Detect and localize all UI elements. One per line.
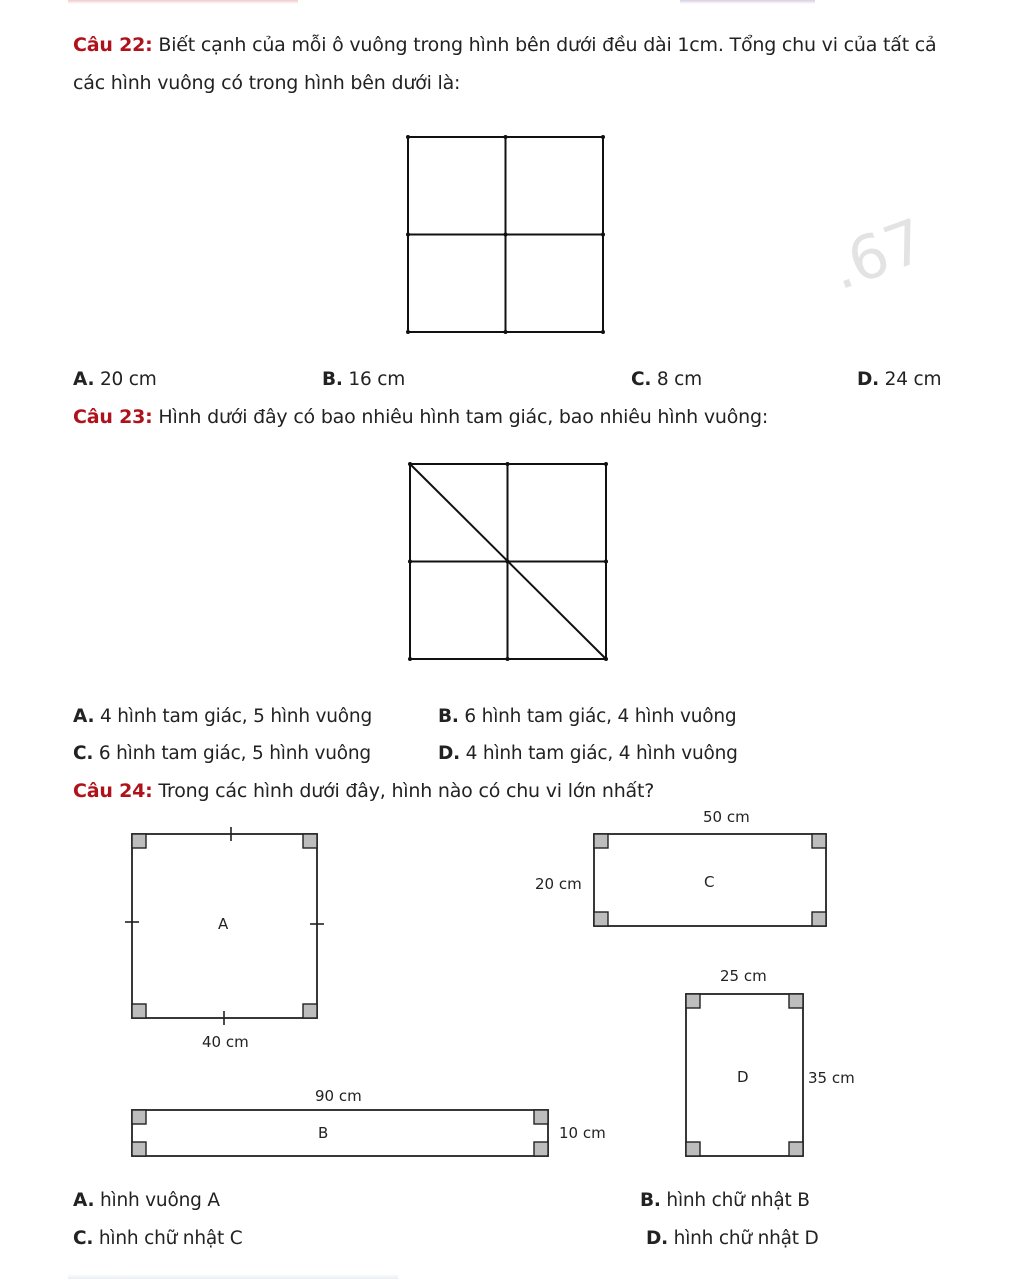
q24-option-d[interactable]: D. hình chữ nhật D — [646, 1228, 819, 1249]
right-angle-marker — [534, 1110, 548, 1124]
shape-d-width-label: 25 cm — [720, 967, 767, 985]
right-angle-marker — [534, 1142, 548, 1156]
right-angle-marker — [812, 834, 826, 848]
right-angle-marker — [132, 1110, 146, 1124]
shape-d-height-label: 35 cm — [808, 1069, 855, 1087]
q23-option-a[interactable]: A. 4 hình tam giác, 5 hình vuông — [73, 706, 372, 727]
right-angle-marker — [132, 834, 146, 848]
shape-c-name: C — [704, 873, 715, 891]
right-angle-marker — [594, 834, 608, 848]
footer-cropped — [68, 1274, 398, 1279]
right-angle-marker — [303, 1004, 317, 1018]
question-22-text-line1: Biết cạnh của mỗi ô vuông trong hình bên dưới đều dài 1cm. Tổng chu vi của tất cả — [158, 34, 937, 56]
question-22-label: Câu 22: — [73, 34, 153, 56]
right-angle-marker — [789, 1142, 803, 1156]
q23-option-b[interactable]: B. 6 hình tam giác, 4 hình vuông — [438, 706, 737, 727]
q23-option-d[interactable]: D. 4 hình tam giác, 4 hình vuông — [438, 743, 738, 764]
shape-d-name: D — [737, 1068, 749, 1086]
right-angle-marker — [789, 994, 803, 1008]
question-23-text: Hình dưới đây có bao nhiêu hình tam giác, bao nhiêu hình vuông: — [158, 406, 769, 428]
question-22-text-line2: các hình vuông có trong hình bên dưới là: — [73, 72, 461, 94]
right-angle-marker — [132, 1004, 146, 1018]
shape-b-width-label: 90 cm — [315, 1087, 362, 1105]
watermark: .67 — [820, 205, 935, 305]
shape-a-name: A — [218, 915, 229, 933]
right-angle-marker — [812, 912, 826, 926]
shape-b-height-label: 10 cm — [559, 1124, 606, 1142]
q24-option-c[interactable]: C. hình chữ nhật C — [73, 1228, 243, 1249]
q23-option-c[interactable]: C. 6 hình tam giác, 5 hình vuông — [73, 743, 371, 764]
right-angle-marker — [132, 1142, 146, 1156]
shape-a-side-label: 40 cm — [202, 1033, 249, 1051]
shape-c-height-label: 20 cm — [535, 875, 582, 893]
q22-option-a[interactable]: A. 20 cm — [73, 369, 157, 390]
shape-b-rectangle — [132, 1110, 548, 1156]
question-24-label: Câu 24: — [73, 780, 153, 802]
q22-option-d[interactable]: D. 24 cm — [857, 369, 942, 390]
right-angle-marker — [303, 834, 317, 848]
q24-option-b[interactable]: B. hình chữ nhật B — [640, 1190, 810, 1211]
shape-b-name: B — [318, 1124, 329, 1142]
q22-option-c[interactable]: C. 8 cm — [631, 369, 702, 390]
right-angle-marker — [686, 994, 700, 1008]
right-angle-marker — [594, 912, 608, 926]
q24-option-a[interactable]: A. hình vuông A — [73, 1190, 220, 1211]
shape-c-width-label: 50 cm — [703, 808, 750, 826]
question-23-label: Câu 23: — [73, 406, 153, 428]
right-angle-marker — [686, 1142, 700, 1156]
question-24-text: Trong các hình dưới đây, hình nào có chu vi lớn nhất? — [158, 780, 655, 802]
q22-option-b[interactable]: B. 16 cm — [322, 369, 406, 390]
